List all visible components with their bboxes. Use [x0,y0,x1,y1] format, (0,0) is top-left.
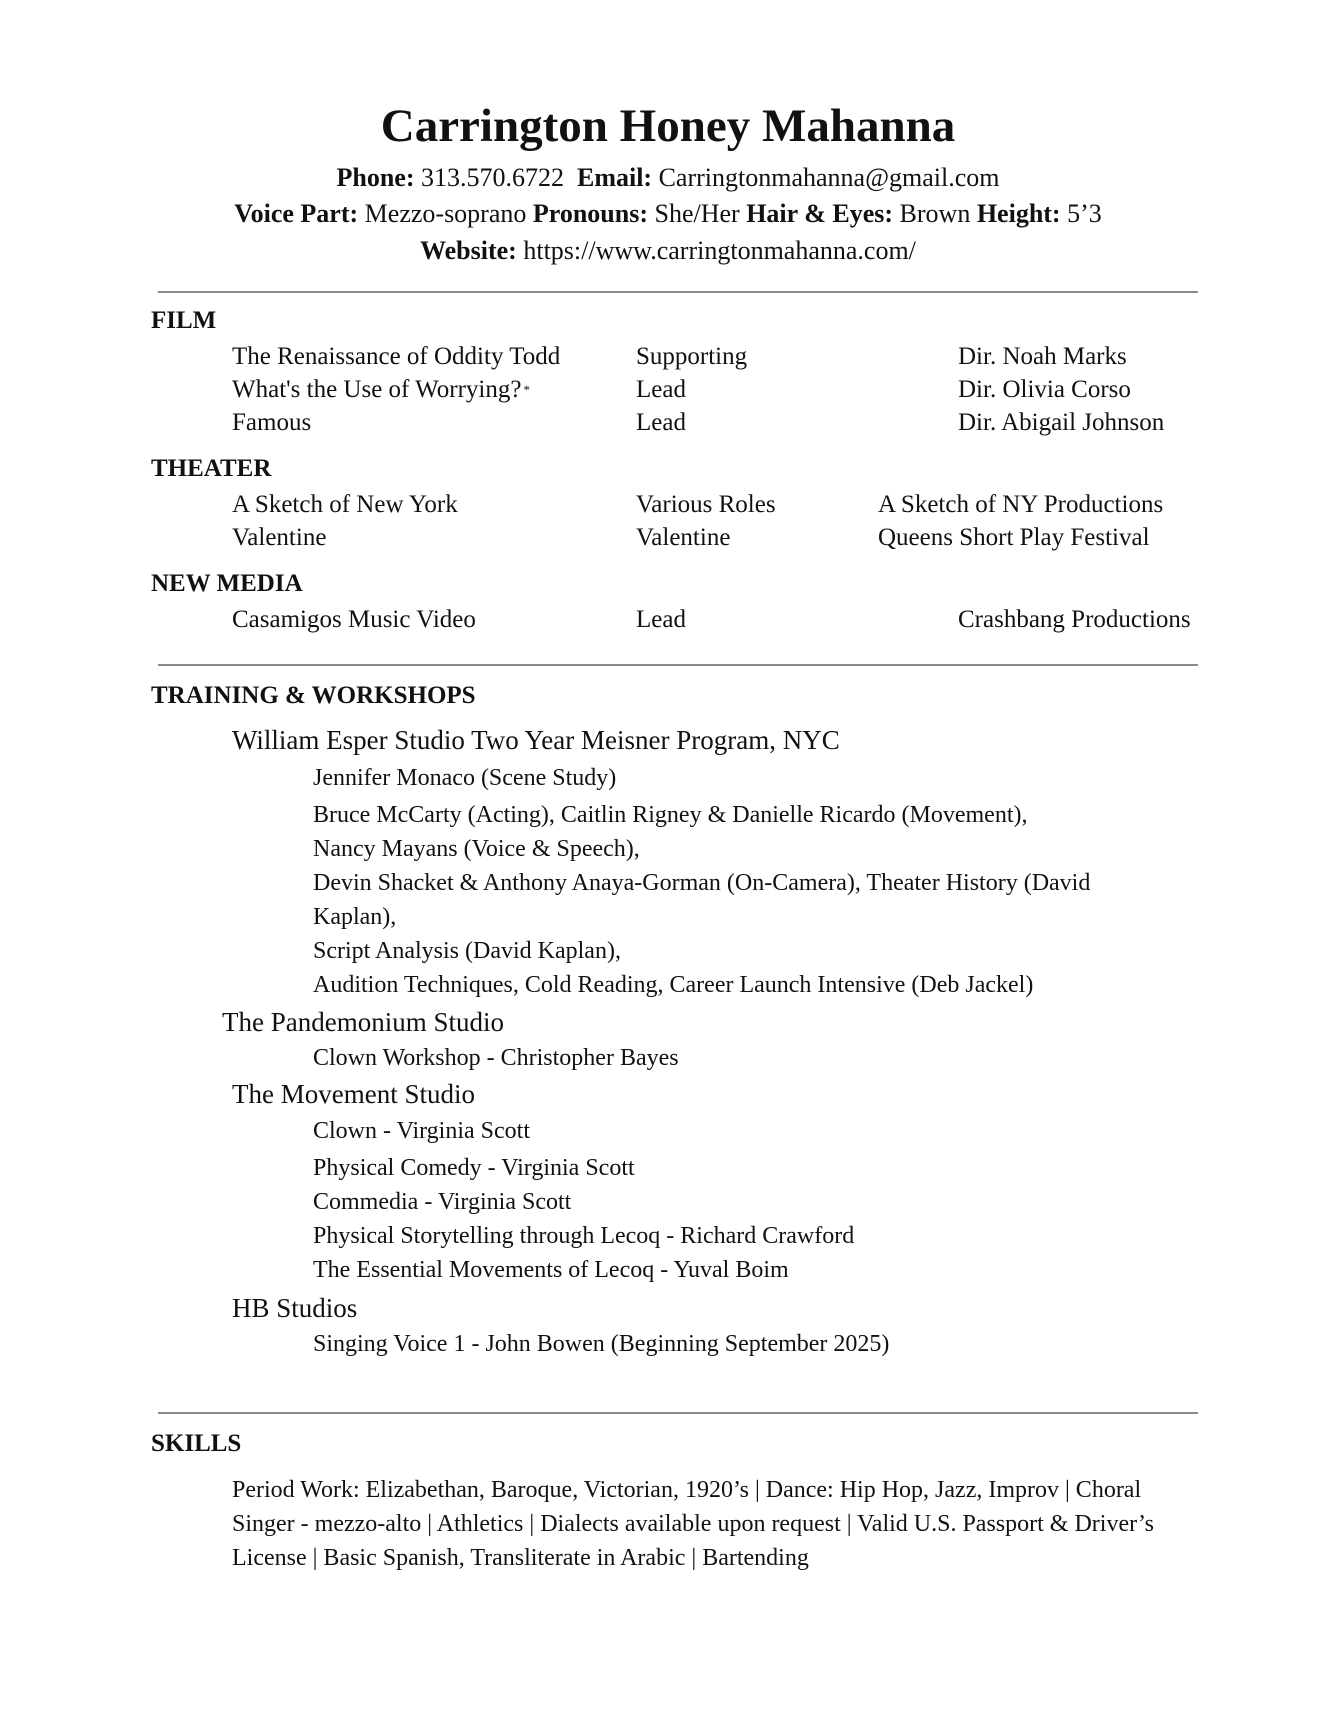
skills-text: Period Work: Elizabethan, Baroque, Victorian, 1920’s | Dance: Hip Hop, Jazz, Improv | Choral Singer - mezzo-alto | Athletics | Dialects available upon request | Valid U.S. Passport & Driver’s License | Basic Spanish, Transliterate in Arabic | Bartending [232,1477,1154,1571]
pronouns-label: Pronouns: [532,199,648,228]
training-course: Audition Techniques, Cold Reading, Career Launch Intensive (Deb Jackel) [313,972,1034,998]
section-title-new-media: NEW MEDIA [151,570,303,597]
credit-row [0,521,1336,555]
divider [158,1412,1198,1414]
training-course: Bruce McCarty (Acting), Caitlin Rigney & Danielle Ricardo (Movement), [313,802,1028,828]
training-school: William Esper Studio Two Year Meisner Program, NYC [232,725,840,755]
contact-line-3 [0,233,1336,269]
training-school: The Movement Studio [232,1079,475,1109]
hair-eyes-label: Hair & Eyes: [746,199,894,228]
voice-label: Voice Part: [234,199,359,228]
training-course: The Essential Movements of Lecoq - Yuval Boim [313,1257,789,1283]
divider [158,664,1198,666]
credit-row [0,488,1336,522]
website-value: https://www.carringtonmahanna.com/ [523,236,916,265]
training-school: HB Studios [232,1293,358,1323]
section-title-theater: THEATER [151,455,272,482]
training-course: Nancy Mayans (Voice & Speech), [313,836,640,862]
section-title-skills: SKILLS [151,1430,242,1457]
credit-title: What's the Use of Worrying? * [232,376,530,403]
credit-company: A Sketch of NY Productions [878,491,1164,518]
training-course: Singing Voice 1 - John Bowen (Beginning September 2025) [313,1331,890,1357]
credit-director: Dir. Abigail Johnson [958,409,1165,436]
credit-role: Lead [636,606,686,633]
training-course: Devin Shacket & Anthony Anaya-Gorman (On-Camera), Theater History (David [313,870,1091,896]
section-title-training: TRAINING & WORKSHOPS [151,682,476,709]
website-label: Website: [420,236,517,265]
credit-title: Famous [232,409,312,436]
voice-value: Mezzo-soprano [364,199,527,228]
credit-row [0,406,1336,440]
training-course: Clown - Virginia Scott [313,1118,531,1144]
training-course: Clown Workshop - Christopher Bayes [313,1045,679,1071]
height-value: 5’3 [1067,199,1102,228]
hair-eyes-value: Brown [899,199,971,228]
email-value: Carringtonmahanna@gmail.com [658,163,1000,192]
section-title-film: FILM [151,307,217,334]
credit-company: Queens Short Play Festival [878,524,1150,551]
email-label: Email: [576,163,653,192]
credit-title: Casamigos Music Video [232,606,476,633]
training-course: Physical Storytelling through Lecoq - Richard Crawford [313,1223,855,1249]
training-course: Script Analysis (David Kaplan), [313,938,621,964]
phone-value: 313.570.6722 [420,163,564,192]
credit-role: Lead [636,376,686,403]
credit-role: Various Roles [636,491,776,518]
training-course: Kaplan), [313,904,397,930]
credit-director: Dir. Noah Marks [958,343,1127,370]
training-course: Commedia - Virginia Scott [313,1189,572,1215]
height-label: Height: [976,199,1061,228]
credit-row [0,373,1336,407]
credit-title: Valentine [232,524,327,551]
phone-label: Phone: [336,163,415,192]
pronouns-value: She/Her [654,199,740,228]
asterisk-mark: * [523,382,530,397]
credit-director: Dir. Olivia Corso [958,376,1131,403]
training-course: Jennifer Monaco (Scene Study) [313,765,617,791]
credit-row [0,340,1336,374]
credit-role: Lead [636,409,686,436]
credit-row [0,603,1336,637]
credit-title: A Sketch of New York [232,491,458,518]
credit-role: Valentine [636,524,731,551]
credit-company: Crashbang Productions [958,606,1191,633]
training-course: Physical Comedy - Virginia Scott [313,1155,635,1181]
credit-role: Supporting [636,343,748,370]
divider [158,291,1198,293]
contact-line-1 [0,160,1336,196]
resume-name: Carrington Honey Mahanna [380,100,956,152]
credit-title: The Renaissance of Oddity Todd [232,343,561,370]
contact-line-2 [0,196,1336,232]
training-school: The Pandemonium Studio [222,1007,504,1037]
